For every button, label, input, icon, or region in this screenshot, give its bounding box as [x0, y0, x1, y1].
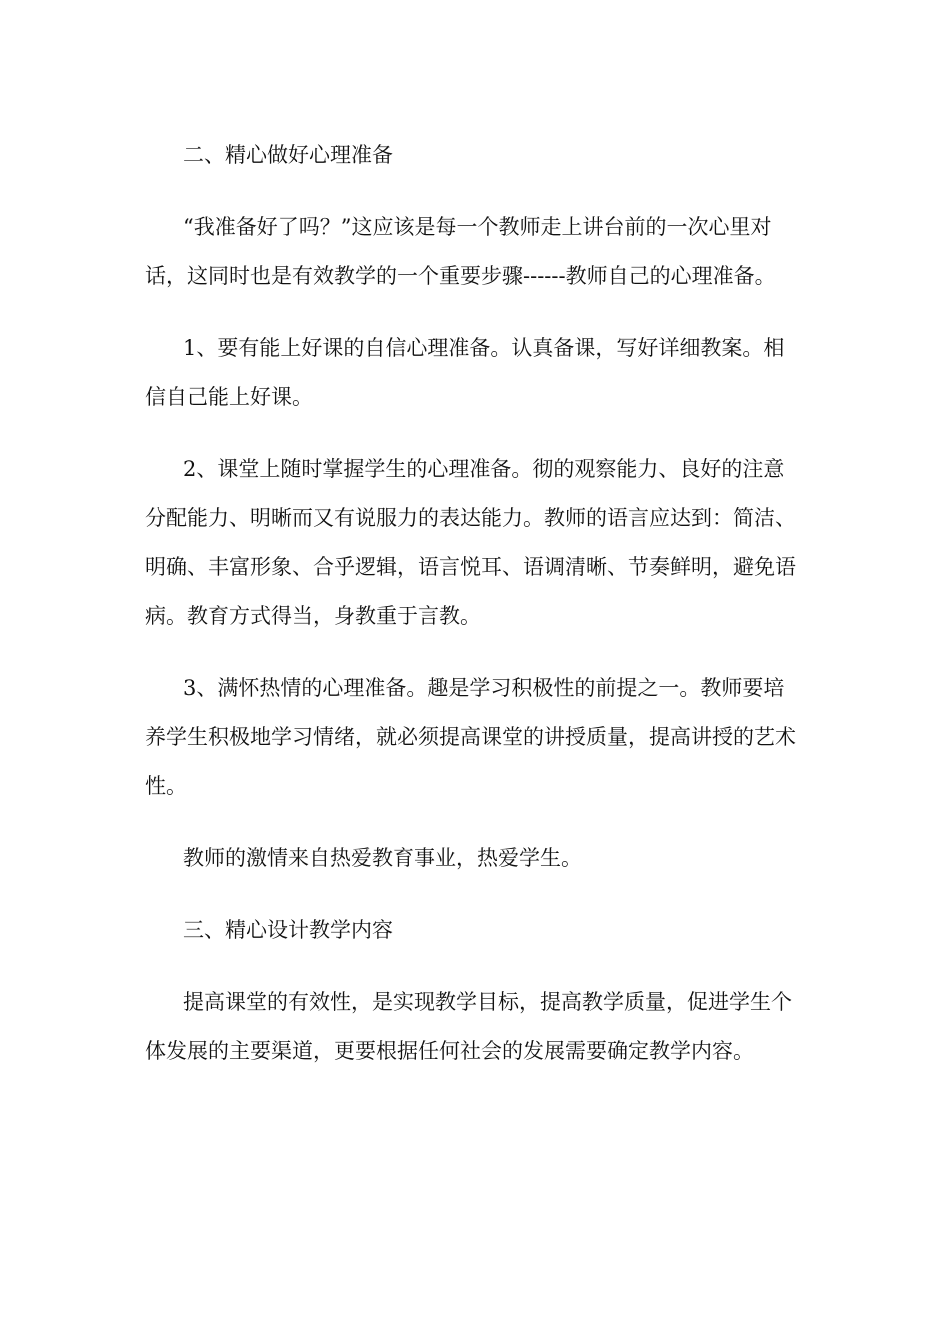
paragraph: 教师的激情来自热爱教育事业，热爱学生。 — [183, 846, 582, 870]
paragraph: 2、课堂上随时掌握学生的心理准备。彻的观察能力、良好的注意分配能力、明晰而又有说服力的表达能力。教师的语言应达到：简洁、明确、丰富形象、合乎逻辑，语言悦耳、语调清晰、节奏鲜明，避免语病。教育方式得当，身教重于言教。 — [145, 457, 796, 628]
section-heading: 二、精心做好心理准备 — [183, 143, 393, 167]
paragraph: 提高课堂的有效性，是实现教学目标，提高教学质量，促进学生个体发展的主要渠道，更要根据任何社会的发展需要确定教学内容。 — [145, 990, 792, 1063]
paragraph: 3、满怀热情的心理准备。趣是学习积极性的前提之一。教师要培养学生积极地学习情绪，就必须提高课堂的讲授质量，提高讲授的艺术性。 — [145, 676, 796, 798]
paragraph: 1、要有能上好课的自信心理准备。认真备课，写好详细教案。相信自己能上好课。 — [145, 336, 785, 409]
section-heading: 三、精心设计教学内容 — [183, 918, 393, 942]
document-body — [145, 131, 805, 1099]
paragraph: “我准备好了吗？”这应该是每一个教师走上讲台前的一次心里对话，这同时也是有效教学的一个重要步骤------教师自己的心理准备。 — [145, 215, 776, 288]
